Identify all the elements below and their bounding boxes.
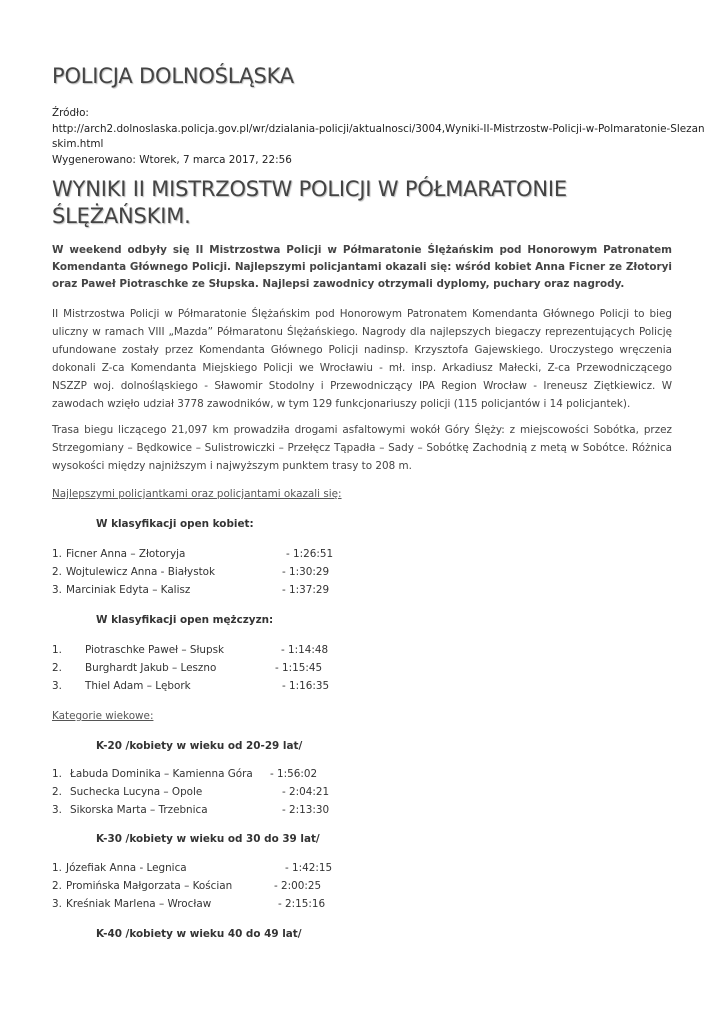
result-time: - 1:26:51 (286, 548, 334, 560)
result-time: - 2:00:25 (274, 880, 322, 892)
source-url-line-2[interactable]: skim.html (52, 138, 104, 150)
section-heading-k40: K-40 /kobiety w wieku 40 do 49 lat/ (96, 928, 302, 940)
source-block (52, 106, 705, 168)
result-place: 1. (52, 862, 62, 874)
result-time: - 1:42:15 (285, 862, 333, 874)
result-place: 1. (52, 768, 62, 780)
result-name: Sikorska Marta – Trzebnica (70, 804, 208, 816)
result-place: 2. (52, 880, 62, 892)
result-time: - 1:14:48 (281, 644, 329, 656)
result-name: Burghardt Jakub – Leszno (85, 662, 217, 674)
result-place: 3. (52, 584, 62, 596)
site-title: POLICJA DOLNOŚLĄSKA (52, 64, 294, 88)
result-time: - 1:16:35 (282, 680, 330, 692)
result-name: Thiel Adam – Lębork (85, 680, 191, 692)
result-place: 3. (52, 680, 62, 692)
result-time: - 2:13:30 (282, 804, 330, 816)
section-heading-open-men: W klasyfikacji open mężczyzn: (96, 614, 274, 626)
source-label: Źródło: (52, 107, 89, 119)
result-time: - 1:37:29 (282, 584, 330, 596)
generated-timestamp: Wygenerowano: Wtorek, 7 marca 2017, 22:56 (52, 153, 292, 166)
result-time: - 1:30:29 (282, 566, 330, 578)
result-time: - 1:56:02 (270, 768, 318, 780)
result-place: 2. (52, 662, 62, 674)
result-name: Łabuda Dominika – Kamienna Góra (70, 768, 253, 780)
result-time: - 1:15:45 (275, 662, 323, 674)
source-url-line-1[interactable]: http://arch2.dolnoslaska.policja.gov.pl/wr/dzialania-policji/aktualnosci/3004,Wyniki-II-Mistrzostw-Policji-w-Polmaratonie-Slezan (52, 122, 705, 135)
section-heading-k30: K-30 /kobiety w wieku od 30 do 39 lat/ (96, 833, 320, 845)
result-time: - 2:15:16 (278, 898, 326, 910)
result-place: 1. (52, 548, 62, 560)
article-lead: W weekend odbyły się II Mistrzostwa Policji w Półmaratonie Ślężańskim pod Honorowym Patronatem Komendanta Głównego Policji. Najlepszymi policjantami okazali się: wśród kobiet Anna Ficner ze Złotoryi oraz Paweł Piotraschke ze Słupska. Najlepsi zawodnicy otrzymali dyplomy, puchary oraz nagrody. (52, 244, 672, 290)
result-place: 3. (52, 804, 62, 816)
result-place: 1. (52, 644, 62, 656)
age-categories-label: Kategorie wiekowe: (52, 710, 154, 722)
result-place: 2. (52, 786, 62, 798)
article-title: WYNIKI II MISTRZOSTW POLICJI W PÓŁMARATONIE ŚLĘŻAŃSKIM. (52, 177, 567, 228)
result-place: 2. (52, 566, 62, 578)
result-name: Kreśniak Marlena – Wrocław (66, 898, 212, 910)
result-name: Suchecka Lucyna – Opole (70, 786, 203, 798)
result-place: 3. (52, 898, 62, 910)
result-time: - 2:04:21 (282, 786, 330, 798)
result-name: Marciniak Edyta – Kalisz (66, 584, 191, 596)
result-name: Ficner Anna – Złotoryja (66, 548, 186, 560)
result-name: Wojtulewicz Anna - Białystok (66, 566, 216, 578)
best-results-label: Najlepszymi policjantkami oraz policjantami okazali się: (52, 488, 342, 500)
article-paragraph-2: Trasa biegu liczącego 21,097 km prowadziła drogami asfaltowymi wokół Góry Ślęży: z miejscowości Sobótka, przez Strzegomiany – Będkowice – Sulistrowiczki – Przełęcz Tąpadła – Sady – Sobótkę Zachodnią z metą w Sobótce. Różnica wysokości między najniższym i najwyższym punktem trasy to 208 m. (52, 424, 672, 472)
section-heading-k20: K-20 /kobiety w wieku od 20-29 lat/ (96, 740, 303, 752)
result-name: Promińska Małgorzata – Kościan (66, 880, 233, 892)
result-name: Piotraschke Paweł – Słupsk (85, 644, 225, 656)
article-paragraph-1: II Mistrzostwa Policji w Półmaratonie Ślężańskim pod Honorowym Patronatem Komendanta Głównego Policji to bieg uliczny w ramach VIII „Mazda” Półmaratonu Ślężańskiego. Nagrody dla najlepszych biegaczy reprezentujących Policję ufundowane zostały przez Komendanta Głównego Policji nadinsp. Krzysztofa Gajewskiego. Uroczystego wręczenia dokonali Z-ca Komendanta Miejskiego Policji we Wrocławiu - mł. insp. Arkadiusz Małecki, Z-ca Przewodniczącego NSZZP woj. dolnośląskiego - Sławomir Stodolny i Przewodniczący IPA Region Wrocław - Ireneusz Ziętkiewicz. W zawodach wzięło udział 3778 zawodników, w tym 129 funkcjonariuszy policji (115 policjantów i 14 policjantek). (52, 308, 672, 410)
result-name: Józefiak Anna - Legnica (66, 862, 187, 874)
section-heading-open-women: W klasyfikacji open kobiet: (96, 518, 254, 530)
